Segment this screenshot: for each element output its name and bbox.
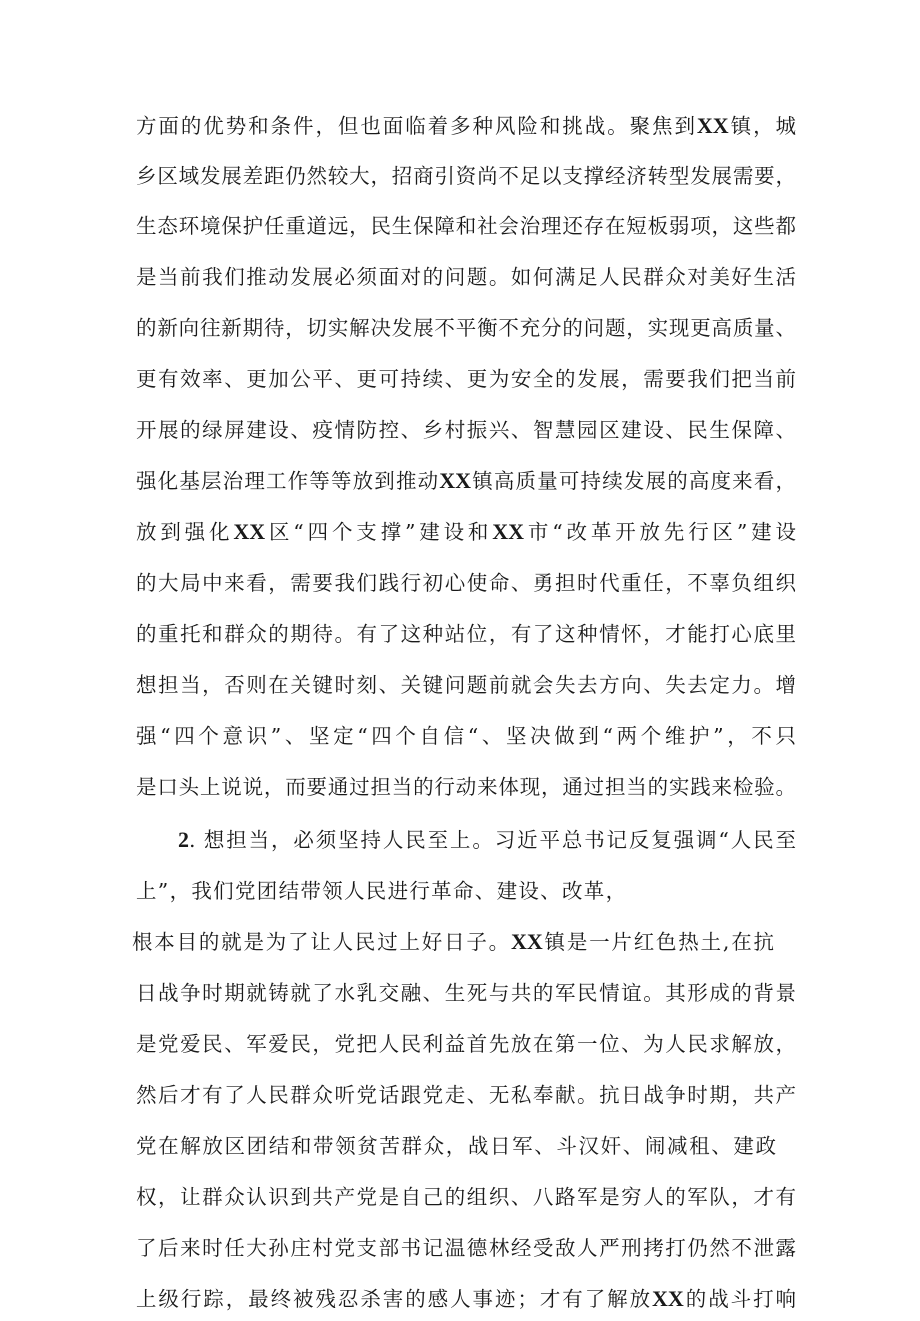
text-line: 方面的优势和条件，但也面临着多种风险和挑战。聚焦到XX镇，城	[136, 113, 796, 138]
text-line: 是当前我们推动发展必须面对的问题。如何满足人民群众对美好生活	[136, 265, 796, 289]
text-line: 想担当，否则在关键时刻、关键问题前就会失去方向、失去定力。增	[136, 673, 796, 697]
text-line: 上”，我们党团结带领人民进行革命、建设、改革，	[136, 879, 628, 903]
placeholder-xx: XX	[510, 929, 543, 954]
text-line: 的大局中来看，需要我们践行初心使命、勇担时代重任，不辜负组织	[136, 571, 796, 595]
placeholder-xx: XX	[233, 519, 266, 544]
text-line: 是口头上说说，而要通过担当的行动来体现，通过担当的实践来检验。	[136, 775, 796, 799]
placeholder-xx: XX	[492, 519, 525, 544]
text-line: 是党爱民、军爱民，党把人民利益首先放在第一位、为人民求解放，	[136, 1032, 796, 1056]
text-line: 上级行踪，最终被残忍杀害的感人事迹；才有了解放XX的战斗打响	[136, 1286, 796, 1311]
text-line: 党在解放区团结和带领贫苦群众，战日军、斗汉奸、闹减租、建政	[136, 1134, 776, 1158]
text-line: 了后来时任大孙庄村党支部书记温德林经受敌人严刑拷打仍然不泄露	[136, 1236, 796, 1260]
placeholder-xx: XX	[652, 1286, 684, 1311]
text-line: 乡区域发展差距仍然较大，招商引资尚不足以支撑经济转型发展需要，	[136, 164, 796, 188]
text-line: 开展的绿屏建设、疫情防控、乡村振兴、智慧园区建设、民生保障、	[136, 418, 796, 442]
text-line: 生态环境保护任重道远，民生保障和社会治理还存在短板弱项，这些都	[136, 214, 796, 238]
text-line: 放到强化XX区“四个支撑”建设和XX市“改革开放先行区”建设	[136, 519, 796, 544]
text-line: 日战争时期就铸就了水乳交融、生死与共的军民情谊。其形成的背景	[136, 981, 796, 1005]
text-line: 强“四个意识”、坚定“四个自信“、坚决做到“两个维护”，不只	[136, 724, 796, 748]
text-line: 的新向往新期待，切实解决发展不平衡不充分的问题，实现更高质量、	[136, 316, 796, 340]
text-line: 然后才有了人民群众听党话跟党走、无私奉献。抗日战争时期，共产	[136, 1083, 796, 1107]
section-heading-line: 2. 想担当，必须坚持人民至上。习近平总书记反复强调“人民至	[178, 827, 796, 852]
text-line: 根本目的就是为了让人民过上好日子。XX镇是一片红色热土,在抗	[132, 929, 774, 954]
text-line: 强化基层治理工作等等放到推动XX镇高质量可持续发展的高度来看，	[136, 468, 796, 493]
text-line: 的重托和群众的期待。有了这种站位，有了这种情怀，才能打心底里	[136, 622, 796, 646]
placeholder-xx: XX	[696, 113, 729, 138]
section-number: 2	[178, 827, 189, 852]
text-line: 权，让群众认识到共产党是自己的组织、八路军是穷人的军队，才有	[136, 1185, 796, 1209]
text-line: 更有效率、更加公平、更可持续、更为安全的发展，需要我们把当前	[136, 367, 796, 391]
placeholder-xx: XX	[439, 468, 472, 493]
